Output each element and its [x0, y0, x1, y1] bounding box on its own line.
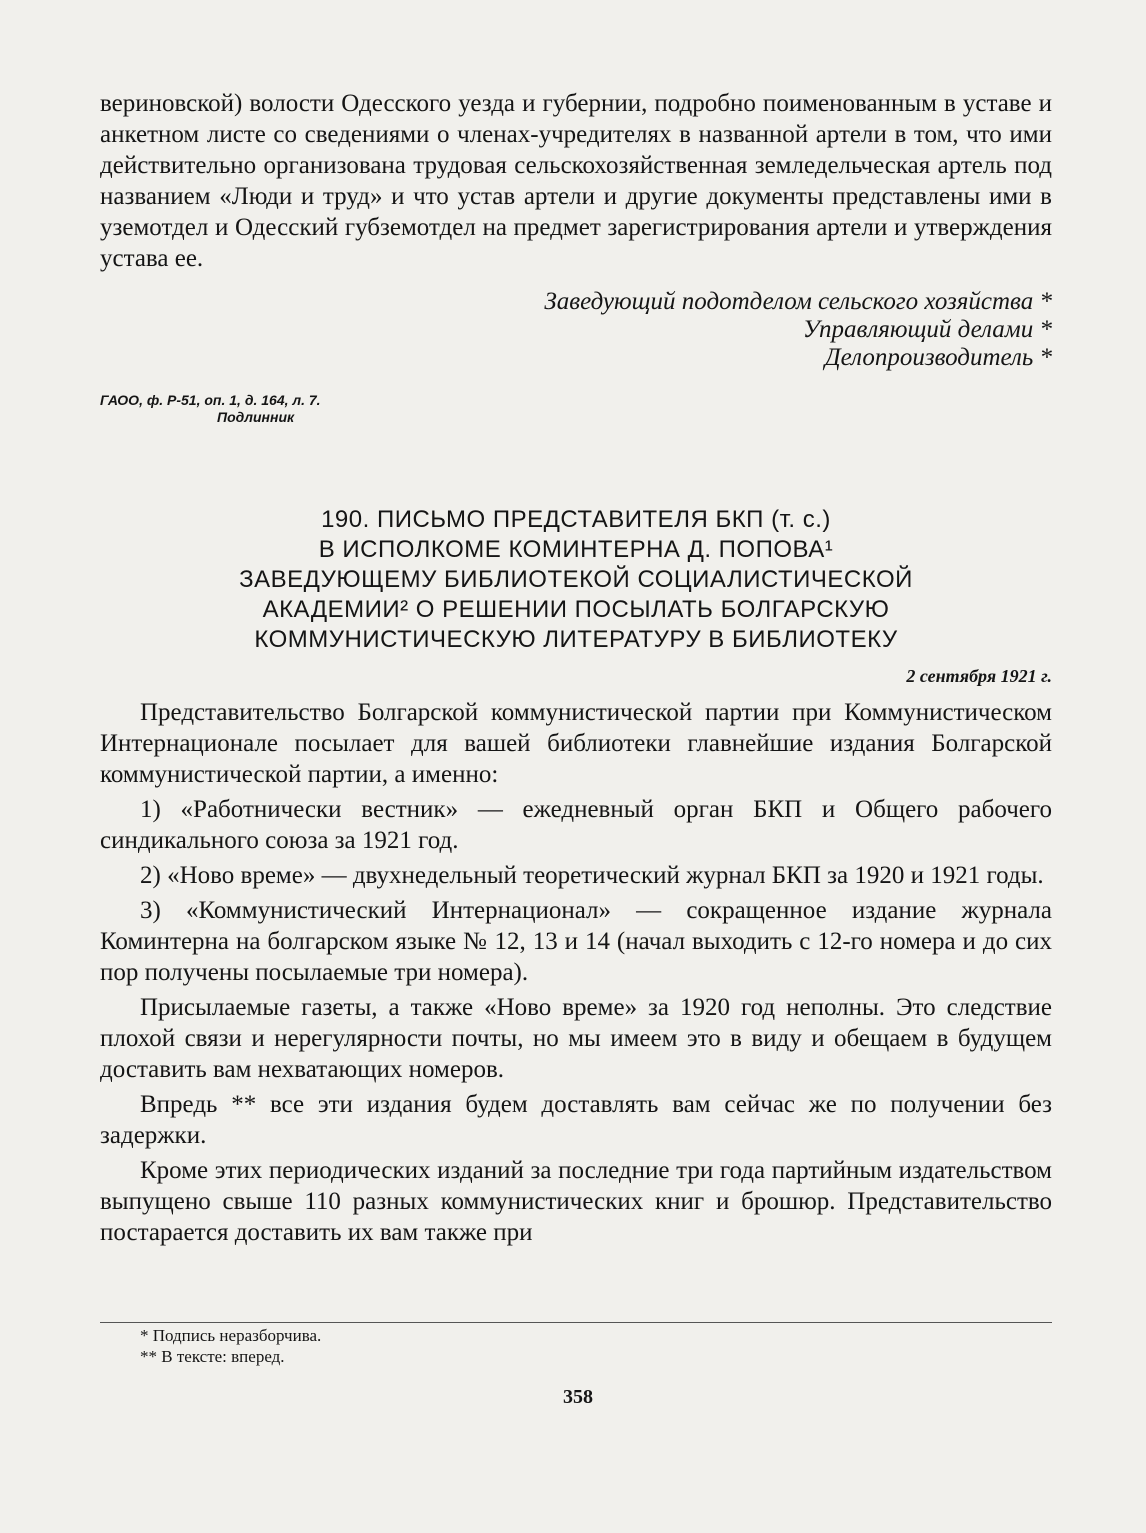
- intro-paragraph: вериновской) волости Одесского уезда и губернии, подробно поименованным в уставе и анкетном листе со сведениями о членах-учредителях в названной артели в том, что ими действительно организована трудовая сельскохозяйственная земледельческая артель под названием «Люди и труд» и что устав артели и другие документы представлены ими в уземотдел и Одесский губземотдел на предмет зарегистрирования артели и утверждения устава ее.: [100, 90, 1052, 272]
- heading-line: АКАДЕМИИ² О РЕШЕНИИ ПОСЫЛАТЬ БОЛГАРСКУЮ: [262, 596, 890, 623]
- footnote: ** В тексте: вперед.: [140, 1347, 285, 1366]
- signature-line: Управляющий делами *: [802, 316, 1052, 343]
- signature-line: Делопроизводитель *: [824, 344, 1052, 371]
- footnotes: [100, 1322, 1052, 1367]
- page-number-wrap: [0, 1386, 1146, 1409]
- list-item: 3) «Коммунистический Интернационал» — сокращенное издание журнала Коминтерна на болгарском языке № 12, 13 и 14 (начал выходить с 12-го номера и до сих пор получены посылаемые три номера).: [100, 897, 1052, 986]
- letter-body: [100, 697, 1052, 1248]
- archive-citation: ГАОО, ф. Р-51, оп. 1, д. 164, л. 7.: [100, 392, 321, 408]
- footnote: * Подпись неразборчива.: [140, 1326, 322, 1345]
- letter-paragraph: Представительство Болгарской коммунистической партии при Коммунистическом Интернационале посылает для вашей библиотеки главнейшие издания Болгарской коммунистической партии, а именно:: [100, 699, 1052, 788]
- heading-line: 190. ПИСЬМО ПРЕДСТАВИТЕЛЯ БКП (т. с.): [321, 506, 831, 533]
- archive-reference: [100, 392, 1052, 426]
- letter-paragraph: Впредь ** все эти издания будем доставлять вам сейчас же по получении без задержки.: [100, 1091, 1052, 1149]
- archive-note: Подлинник: [217, 409, 295, 425]
- list-item: 1) «Работнически вестник» — ежедневный орган БКП и Общего рабочего синдикального союза за 1921 год.: [100, 796, 1052, 854]
- signature-line: Заведующий подотделом сельского хозяйства *: [544, 288, 1052, 315]
- page-body: [100, 88, 1052, 1248]
- signature-block: [100, 288, 1052, 372]
- letter-paragraph: Присылаемые газеты, а также «Ново време» за 1920 год неполны. Это следствие плохой связи и нерегулярности почты, но мы имеем это в виду и обещаем в будущем доставить вам нехватающих номеров.: [100, 994, 1052, 1083]
- letter-paragraph: Кроме этих периодических изданий за последние три года партийным издательством выпущено свыше 110 разных коммунистических книг и брошюр. Представительство постарается доставить их вам также при: [100, 1157, 1052, 1246]
- document-date: 2 сентября 1921 г.: [906, 666, 1052, 686]
- heading-line: В ИСПОЛКОМЕ КОМИНТЕРНА Д. ПОПОВА¹: [318, 536, 834, 563]
- document-heading: [100, 505, 1052, 655]
- page-number: 358: [563, 1386, 593, 1408]
- heading-line: КОММУНИСТИЧЕСКУЮ ЛИТЕРАТУРУ В БИБЛИОТЕКУ: [254, 626, 898, 653]
- list-item: 2) «Ново време» — двухнедельный теоретический журнал БКП за 1920 и 1921 годы.: [140, 862, 1044, 889]
- heading-line: ЗАВЕДУЮЩЕМУ БИБЛИОТЕКОЙ СОЦИАЛИСТИЧЕСКОЙ: [239, 566, 913, 593]
